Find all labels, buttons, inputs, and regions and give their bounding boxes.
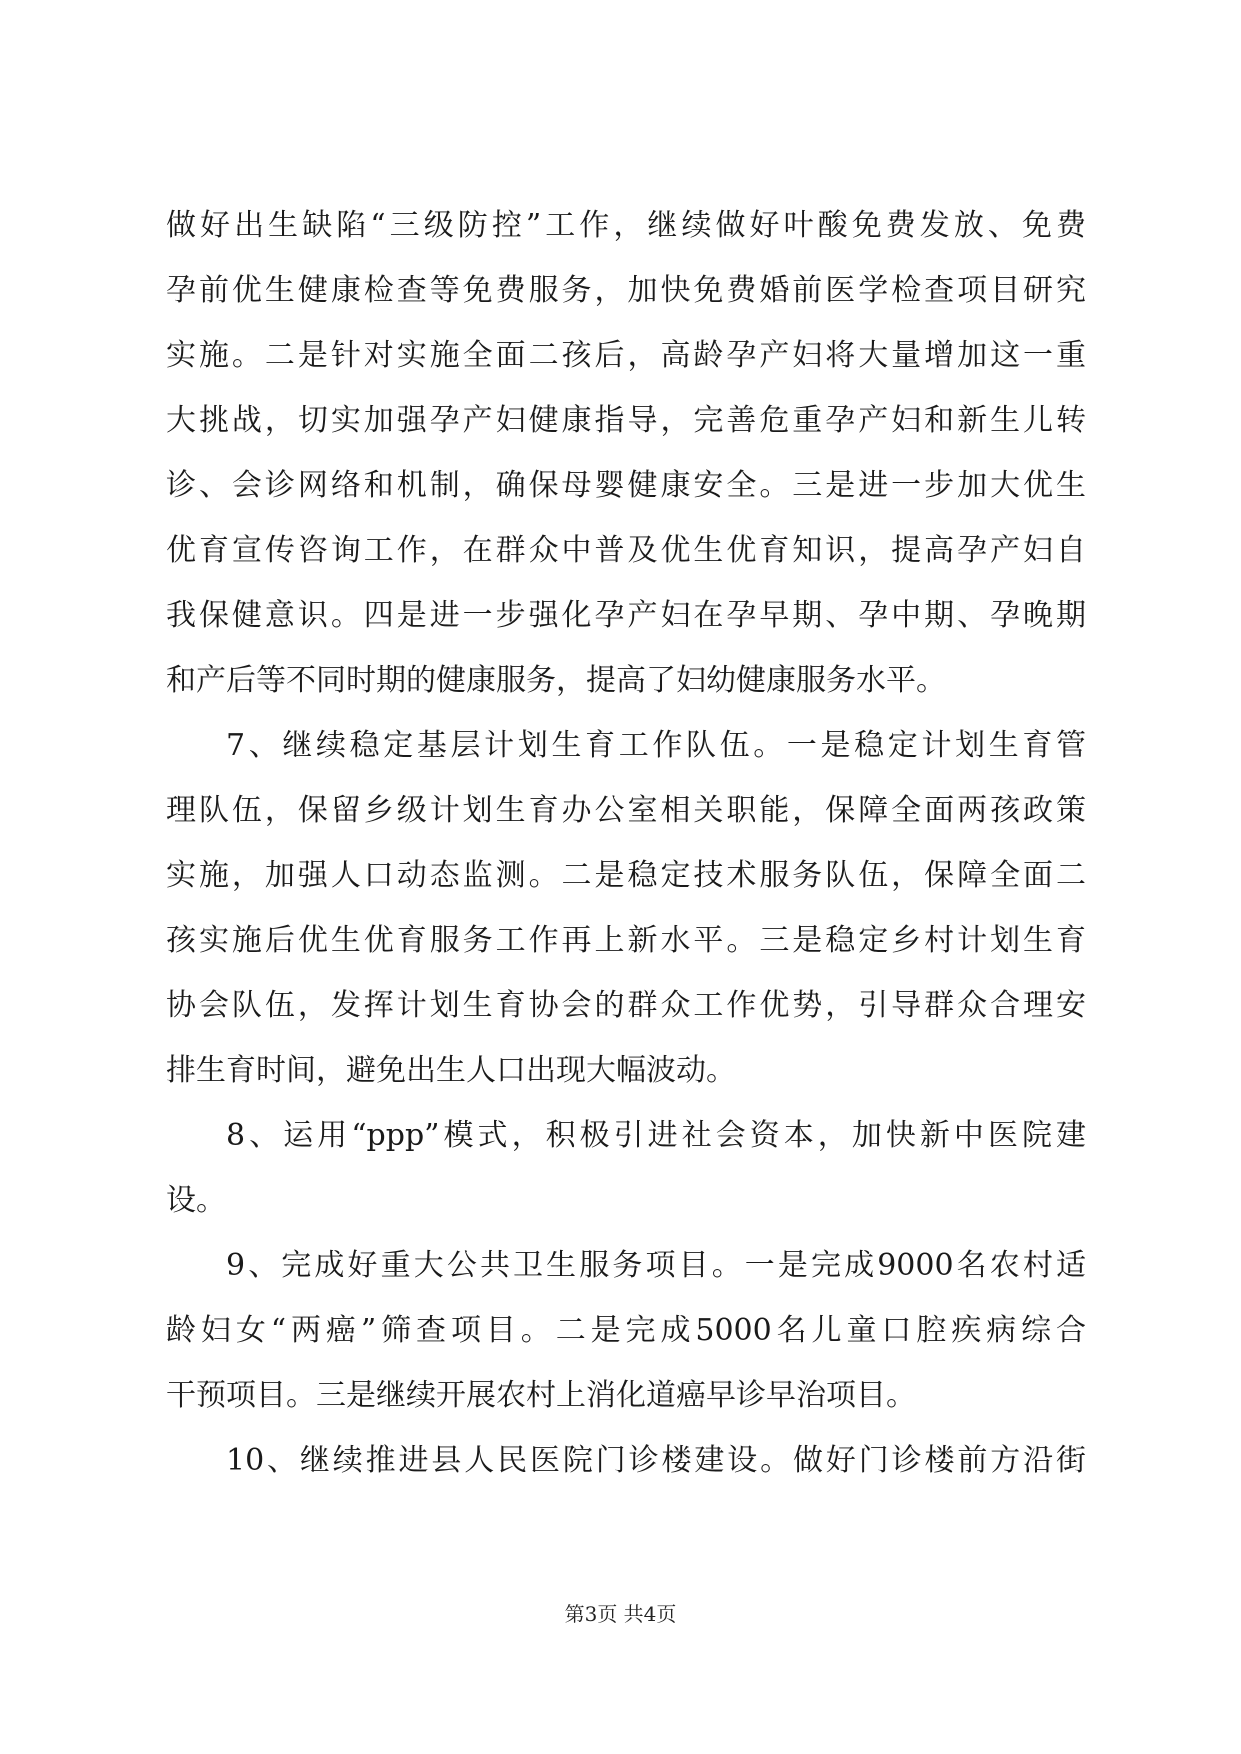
body-text-line: 协会队伍，发挥计划生育协会的群众工作优势，引导群众合理安 [166,988,1086,1023]
body-text-line: 理队伍，保留乡级计划生育办公室相关职能，保障全面两孩政策 [166,793,1086,828]
page-number-footer: 第3页 共4页 [564,1602,677,1626]
body-text-line: 实施。二是针对实施全面二孩后，高龄孕产妇将大量增加这一重 [166,338,1086,373]
body-text-line: 和产后等不同时期的健康服务，提高了妇幼健康服务水平。 [166,663,946,698]
body-text-line: 孕前优生健康检查等免费服务，加快免费婚前医学检查项目研究 [166,273,1086,308]
body-text-line: 排生育时间，避免出生人口出现大幅波动。 [166,1053,736,1088]
body-text-line: 诊、会诊网络和机制，确保母婴健康安全。三是进一步加大优生 [166,468,1086,503]
body-text-line: 我保健意识。四是进一步强化孕产妇在孕早期、孕中期、孕晚期 [166,598,1086,633]
body-text-line: 龄妇女“两癌”筛查项目。二是完成5000名儿童口腔疾病综合 [166,1313,1086,1348]
body-text-line: 优育宣传咨询工作，在群众中普及优生优育知识，提高孕产妇自 [166,533,1086,568]
paragraph-8-first-line: 8、运用“ppp”模式，积极引进社会资本，加快新中医院建 [226,1118,1086,1153]
body-text-line: 设。 [166,1183,226,1218]
paragraph-7-first-line: 7、继续稳定基层计划生育工作队伍。一是稳定计划生育管 [226,728,1086,763]
body-text-line: 实施，加强人口动态监测。二是稳定技术服务队伍，保障全面二 [166,858,1086,893]
body-text-line: 大挑战，切实加强孕产妇健康指导，完善危重孕产妇和新生儿转 [166,403,1086,438]
paragraph-9-first-line: 9、完成好重大公共卫生服务项目。一是完成9000名农村适 [226,1248,1086,1283]
body-text-line: 干预项目。三是继续开展农村上消化道癌早诊早治项目。 [166,1378,916,1413]
body-text-line: 做好出生缺陷“三级防控”工作，继续做好叶酸免费发放、免费 [166,208,1086,243]
paragraph-10-first-line: 10、继续推进县人民医院门诊楼建设。做好门诊楼前方沿街 [226,1443,1086,1478]
body-text-line: 孩实施后优生优育服务工作再上新水平。三是稳定乡村计划生育 [166,923,1086,958]
